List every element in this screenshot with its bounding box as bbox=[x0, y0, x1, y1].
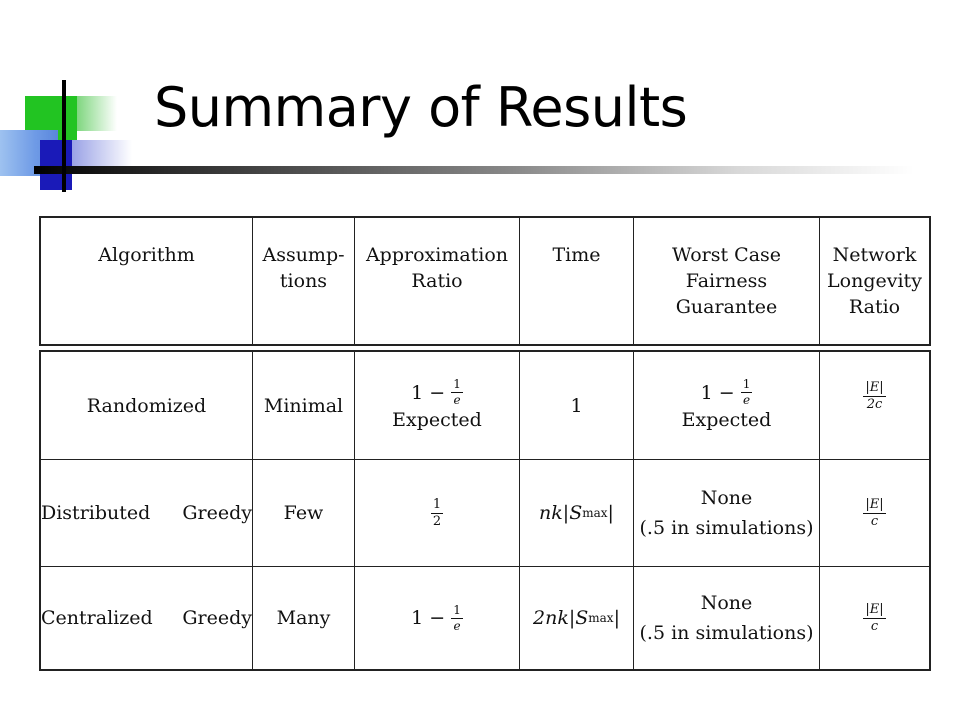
cell-algorithm bbox=[41, 460, 252, 566]
cell-longevity bbox=[819, 352, 929, 459]
results-table-header bbox=[39, 216, 931, 346]
algorithm-part-b: Greedy bbox=[182, 607, 252, 629]
cell-assumptions: Few bbox=[252, 460, 354, 566]
fair-note: Expected bbox=[681, 409, 772, 431]
header-fairness-guarantee: Worst Case Fairness Guarantee bbox=[633, 218, 819, 344]
cell-approximation bbox=[354, 352, 519, 459]
approx-num: 1 bbox=[453, 602, 461, 617]
logo-green-fade bbox=[77, 96, 117, 131]
table-row bbox=[41, 459, 929, 566]
cell-time: 1 bbox=[519, 352, 633, 459]
cell-time bbox=[519, 460, 633, 566]
approx-note: Expected bbox=[392, 409, 482, 431]
cell-approximation bbox=[354, 460, 519, 566]
cell-time bbox=[519, 567, 633, 669]
time-s: |S bbox=[562, 502, 583, 524]
cell-algorithm: Randomized bbox=[86, 394, 207, 417]
time-close: | bbox=[607, 502, 614, 524]
approx-den: 2 bbox=[432, 513, 442, 529]
table-row bbox=[41, 352, 929, 459]
results-table-body bbox=[39, 350, 931, 671]
approx-num: 1 bbox=[432, 496, 442, 512]
cell-fairness bbox=[633, 567, 819, 669]
approx-num: 1 bbox=[453, 377, 461, 391]
time-close: | bbox=[613, 607, 620, 629]
longevity-den: 2c bbox=[866, 397, 883, 412]
algorithm-part-b: Greedy bbox=[182, 502, 252, 524]
slide-title: Summary of Results bbox=[154, 76, 688, 139]
approx-lead: 1 − bbox=[411, 381, 446, 404]
header-time: Time bbox=[519, 218, 633, 344]
longevity-num: |E| bbox=[865, 380, 884, 395]
cell-fairness bbox=[633, 352, 819, 459]
logo-blue-fade bbox=[72, 140, 132, 166]
approx-lead: 1 − bbox=[411, 607, 446, 629]
cell-assumptions: Minimal bbox=[252, 352, 354, 459]
logo-vertical-line bbox=[62, 80, 66, 192]
time-s: |S bbox=[568, 607, 589, 629]
time-factor: nk bbox=[539, 502, 563, 524]
longevity-den: c bbox=[870, 513, 879, 529]
cell-algorithm bbox=[41, 567, 252, 669]
header-approximation-ratio: Approximation Ratio bbox=[354, 218, 519, 344]
header-algorithm: Algorithm bbox=[98, 244, 195, 266]
fair-num: 1 bbox=[742, 377, 751, 391]
fair-line-2: (.5 in simulations) bbox=[639, 517, 814, 539]
fair-line-2: (.5 in simulations) bbox=[639, 622, 814, 644]
longevity-num: |E| bbox=[865, 601, 884, 617]
header-assumptions: Assump- tions bbox=[252, 218, 354, 344]
header-longevity-ratio: Network Longevity Ratio bbox=[819, 218, 929, 344]
time-subscript: max bbox=[582, 506, 608, 520]
approx-den: e bbox=[453, 393, 461, 407]
title-underline bbox=[34, 166, 914, 174]
time-subscript: max bbox=[588, 611, 614, 625]
fair-den: e bbox=[742, 393, 751, 407]
time-factor: 2nk bbox=[533, 607, 569, 629]
cell-longevity bbox=[819, 460, 929, 566]
algorithm-part-a: Distributed bbox=[41, 502, 151, 524]
longevity-num: |E| bbox=[865, 496, 884, 512]
cell-approximation bbox=[354, 567, 519, 669]
fair-line-1: None bbox=[700, 487, 753, 509]
fair-lead: 1 − bbox=[700, 381, 735, 404]
cell-fairness bbox=[633, 460, 819, 566]
cell-longevity bbox=[819, 567, 929, 669]
logo-navy-block bbox=[40, 140, 72, 190]
table-row bbox=[41, 566, 929, 669]
longevity-den: c bbox=[870, 618, 879, 634]
approx-den: e bbox=[453, 618, 461, 633]
fair-line-1: None bbox=[700, 592, 753, 614]
algorithm-part-a: Centralized bbox=[41, 607, 153, 629]
cell-assumptions: Many bbox=[252, 567, 354, 669]
header-row bbox=[41, 218, 929, 344]
